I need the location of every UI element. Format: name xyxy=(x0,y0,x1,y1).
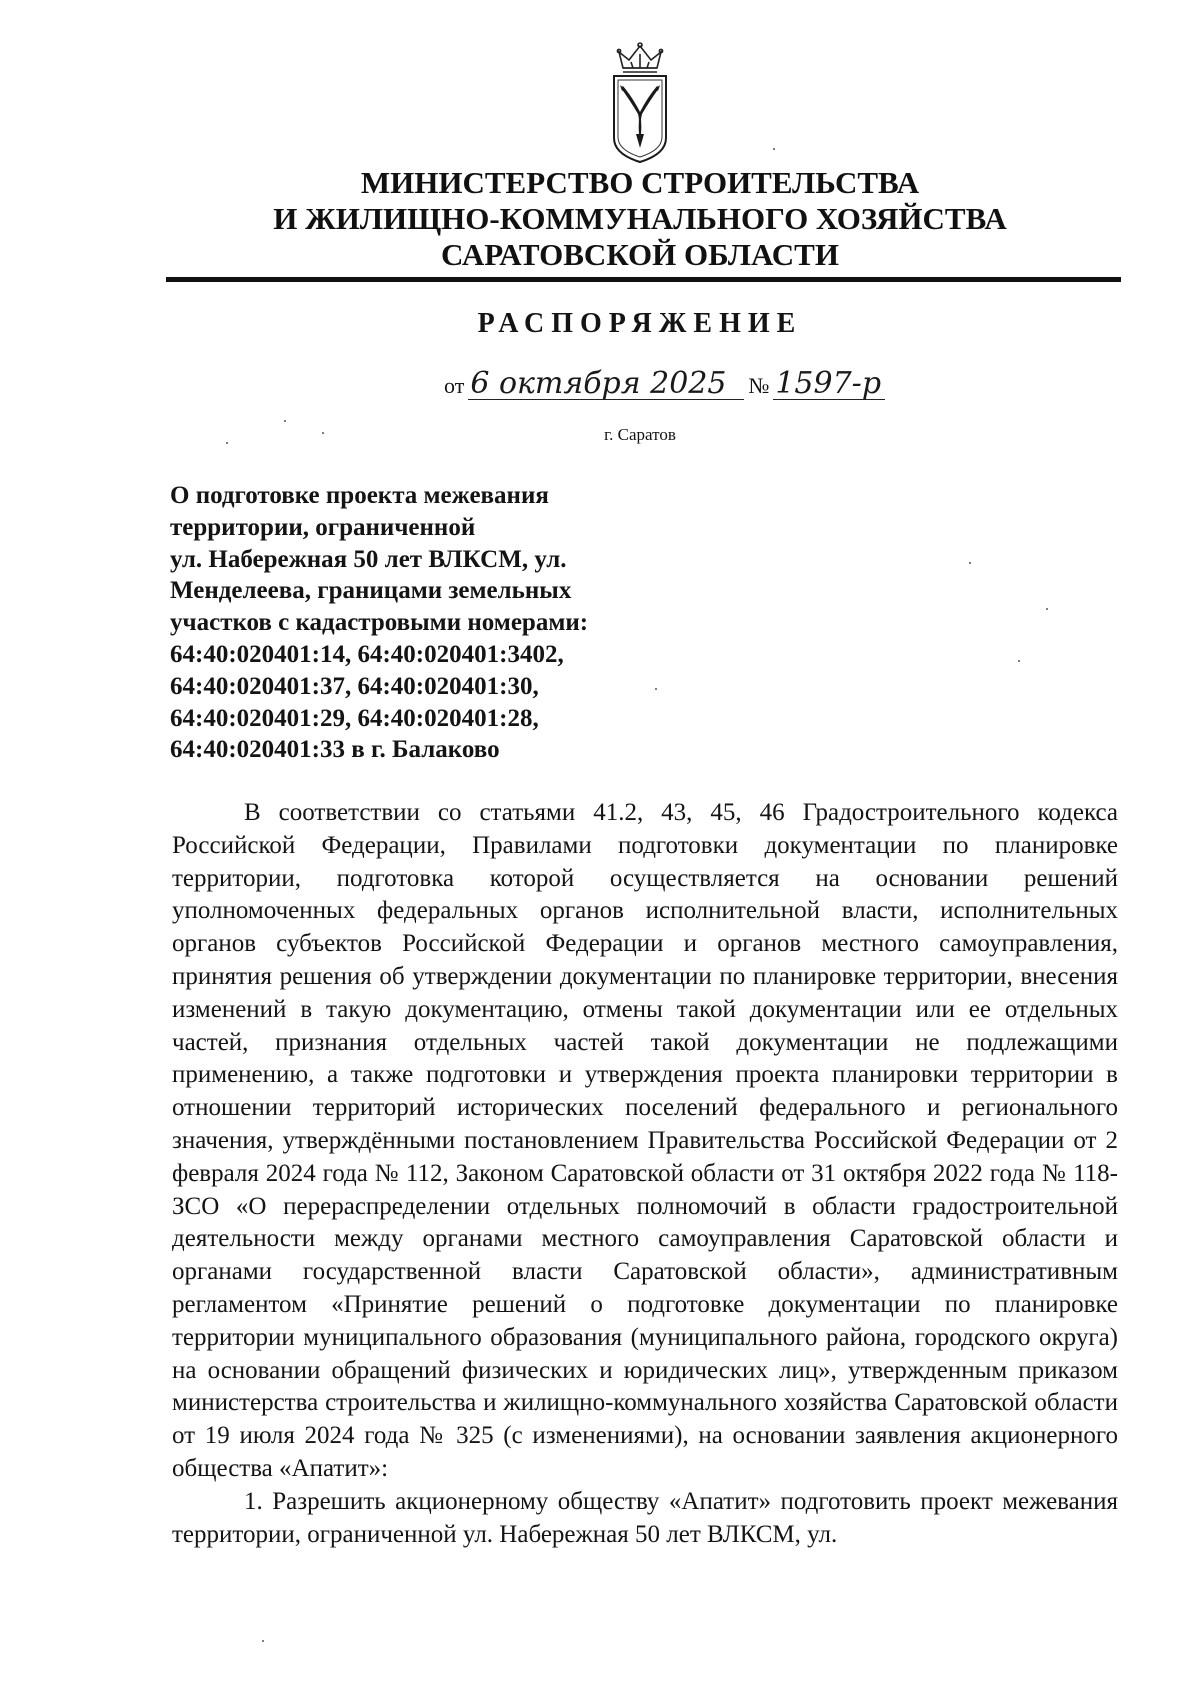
ministry-line-1: МИНИСТЕРСТВО СТРОИТЕЛЬСТВА xyxy=(360,165,920,200)
scan-speck xyxy=(322,432,324,434)
ministry-line-2: И ЖИЛИЩНО-КОММУНАЛЬНОГО ХОЗЯЙСТВА xyxy=(273,201,1007,236)
ministry-heading xyxy=(160,165,1120,273)
handwritten-date: 6 октября 2025 xyxy=(468,369,744,400)
subject-line: ул. Набережная 50 лет ВЛКСМ, ул. xyxy=(170,545,567,573)
city: г. Саратов xyxy=(604,425,676,444)
handwritten-number: 1597-р xyxy=(773,369,885,400)
saratov-coat-of-arms-icon xyxy=(609,42,671,164)
body-paragraph-preamble: В соответствии со статьями 41.2, 43, 45, 46 Градостроительного кодекса Российской Федерации, Правилами подготовки документации по планировке территории, подготовка которой осуществляется на основании решений уполномоченных федеральных органов исполнительной власти, исполнительных органов субъектов Российской Федерации и органов местного самоуправления, принятия решения об утверждении документации по планировке территории, внесения изменений в такую документацию, отмены такой документации или ее отдельных частей, признания отдельных частей такой документации не подлежащими применению, а также подготовки и утверждения проекта планировки территории в отношении территорий исторических поселений федерального и регионального значения, утверждёнными постановлением Правительства Российской Федерации от 2 февраля 2024 года № 112, Законом Саратовской области от 31 октября 2022 года № 118-ЗСО «О перераспределении отдельных полномочий в области градостроительной деятельности между органами местного самоуправления Саратовской области и органами государственной власти Саратовской области», административным регламентом «Принятие решений о подготовке документации по планировке территории муниципального образования (муниципального района, городского округа) на основании обращений физических и юридических лиц», утвержденным приказом министерства строительства и жилищно-коммунального хозяйства Саратовской области от 19 июля 2024 года № 325 (с изменениями), на основании заявления акционерного общества «Апатит»: xyxy=(172,799,1118,1482)
scan-speck xyxy=(284,420,286,422)
number-label: № xyxy=(748,373,770,398)
scan-speck xyxy=(226,442,228,444)
ministry-line-3: САРАТОВСКОЙ ОБЛАСТИ xyxy=(441,237,839,272)
date-prefix: от xyxy=(444,373,465,398)
document-body xyxy=(172,797,1118,1551)
document-type: РАСПОРЯЖЕНИЕ xyxy=(477,308,803,339)
subject-line: участков с кадастровыми номерами: xyxy=(170,609,589,637)
scan-speck xyxy=(655,688,657,690)
scan-speck xyxy=(773,148,775,150)
header-divider xyxy=(166,277,1121,282)
scan-speck xyxy=(1018,660,1020,662)
date-number-line xyxy=(440,364,885,408)
subject-line: 64:40:020401:29, 64:40:020401:28, xyxy=(170,704,539,732)
scan-speck xyxy=(969,562,971,564)
body-paragraph-item-1: 1. Разрешить акционерному обществу «Апатит» подготовить проект межевания территории, ограниченной ул. Набережная 50 лет ВЛКСМ, ул. xyxy=(172,1487,1118,1548)
scan-speck xyxy=(1046,608,1048,610)
subject-line: О подготовке проекта межевания xyxy=(170,482,549,509)
scan-speck xyxy=(262,1640,264,1642)
document-subject xyxy=(170,480,690,766)
subject-line: 64:40:020401:14, 64:40:020401:3402, xyxy=(170,640,564,668)
subject-line: 64:40:020401:37, 64:40:020401:30, xyxy=(170,672,539,700)
subject-line: территории, ограниченной xyxy=(170,513,476,541)
subject-line: Менделеева, границами земельных xyxy=(170,577,572,605)
subject-line: 64:40:020401:33 в г. Балаково xyxy=(170,736,500,764)
